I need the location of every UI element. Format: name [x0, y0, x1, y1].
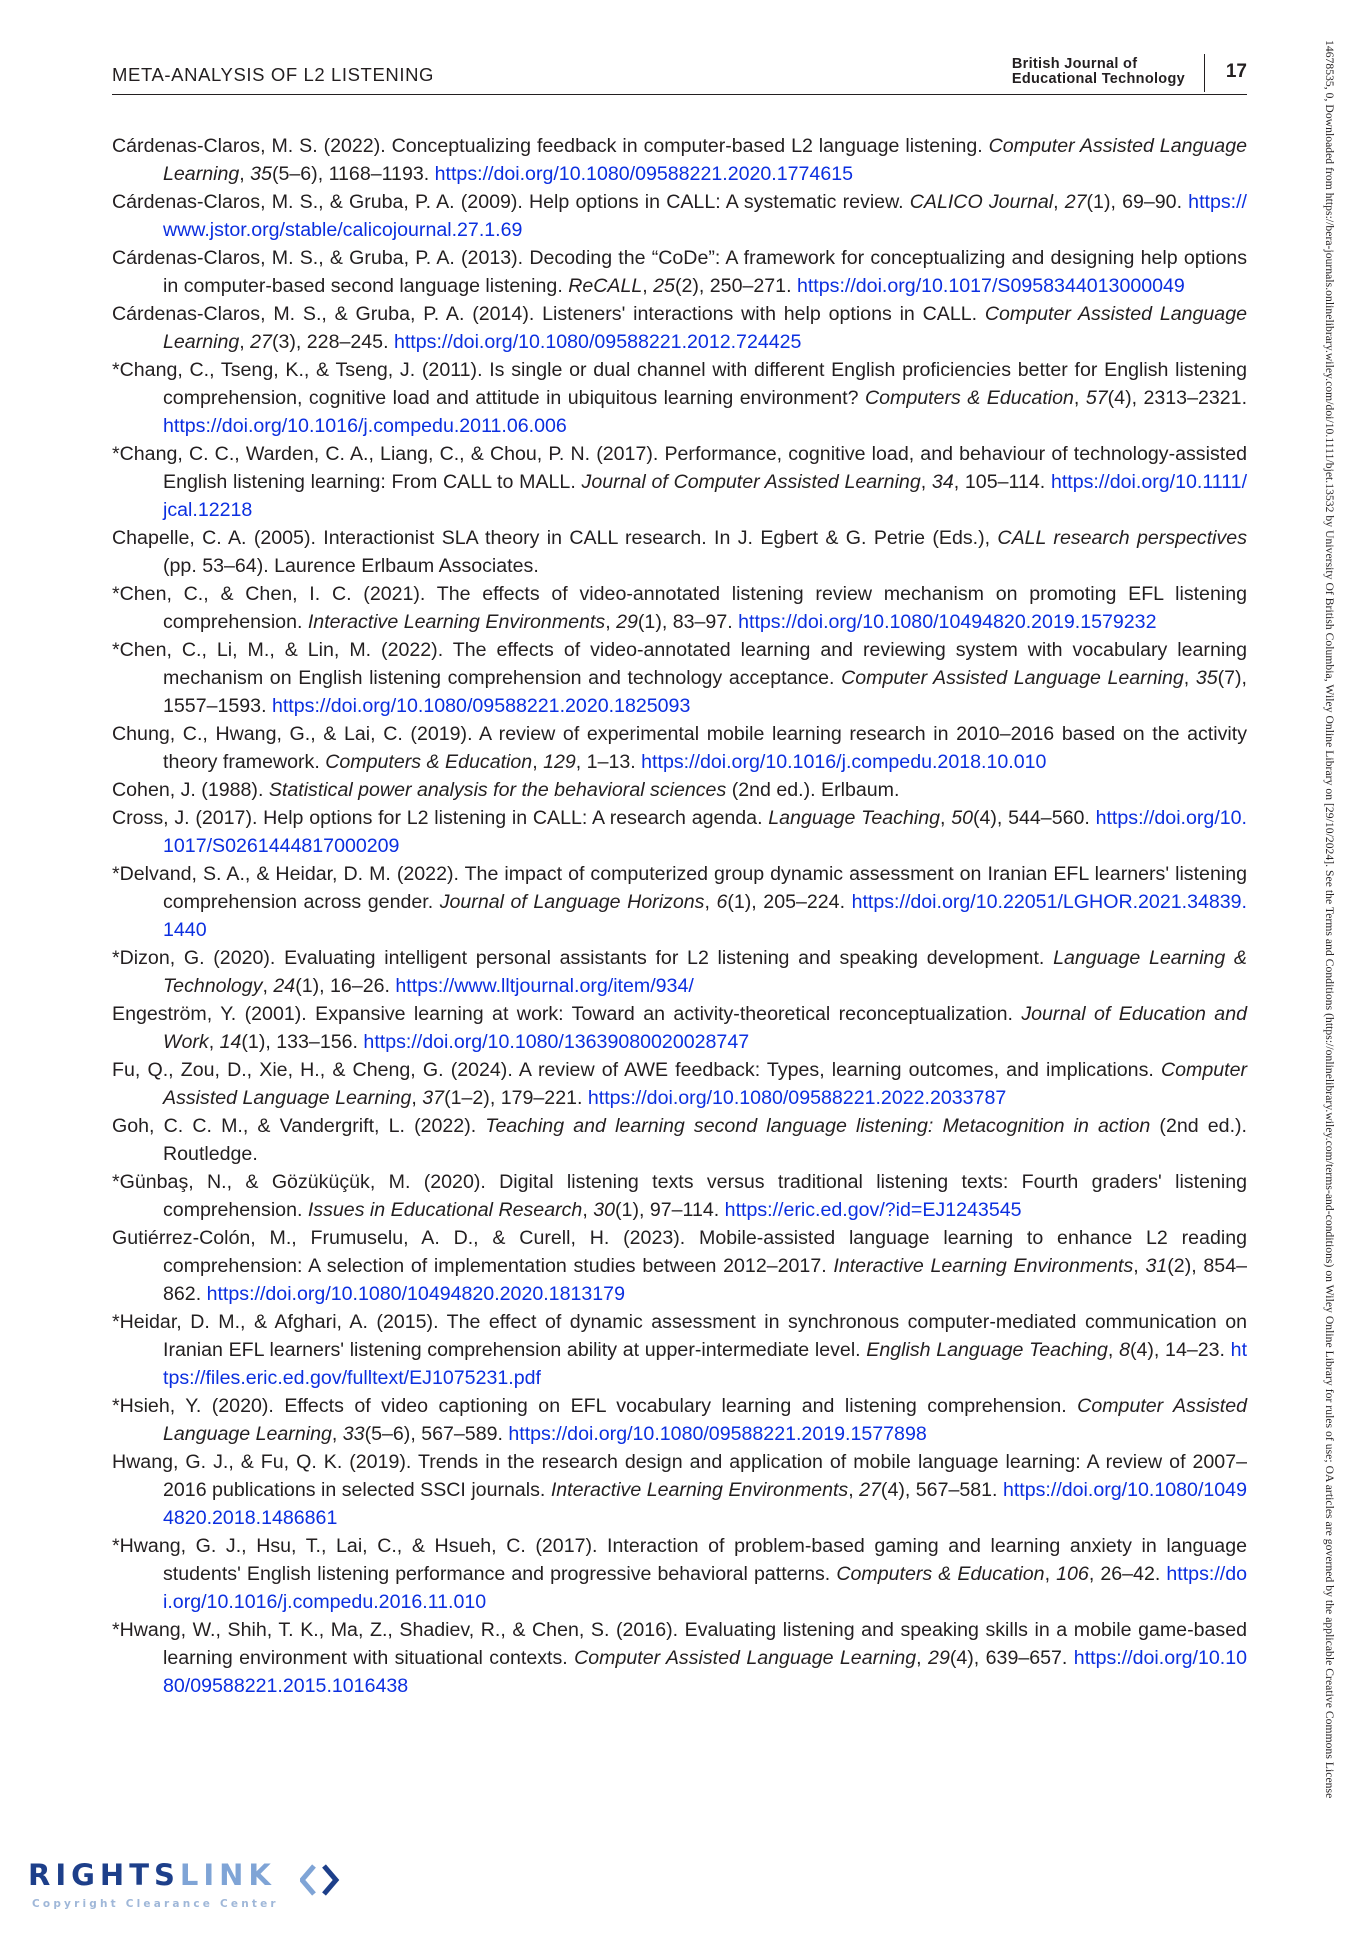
reference-text: (2), 854–862. [163, 1255, 1247, 1305]
reference-entry [112, 188, 1247, 244]
reference-volume: 27 [1064, 191, 1087, 213]
reference-text: , [916, 1647, 929, 1669]
reference-text: (5–6), 567–589. [364, 1423, 509, 1445]
reference-doi-link[interactable]: https://doi.org/10.1080/09588221.2020.1825093 [271, 695, 691, 717]
reference-entry [112, 300, 1247, 356]
reference-volume: 35 [1195, 667, 1218, 689]
reference-source-title: Computer Assisted Language Learning [841, 667, 1184, 689]
reference-doi-link[interactable]: https://doi.org/10.1016/j.compedu.2011.06.006 [163, 415, 567, 437]
reference-entry [112, 440, 1247, 524]
reference-text: , [642, 275, 654, 297]
reference-doi-link[interactable]: https://doi.org/10.1080/10494820.2019.1579232 [738, 611, 1157, 633]
reference-source-title: Computer Assisted Language Learning [163, 303, 1247, 353]
reference-text: , [920, 471, 932, 493]
reference-volume: 129 [543, 751, 576, 773]
reference-text: Engeström, Y. (2001). Expansive learning at work: Toward an activity-theoretical reconceptualization. [112, 1003, 1022, 1025]
reference-text: (1), 205–224. [727, 891, 852, 913]
reference-volume: 27 [250, 331, 272, 353]
reference-text: (7), 1557–1593. [163, 667, 1247, 717]
reference-text: *Günbaş, N., & Gözüküçük, M. (2020). Digital listening texts versus traditional listening texts: Fourth graders' listening comprehension. [112, 1171, 1247, 1221]
reference-entry [112, 1056, 1247, 1112]
reference-text: Cárdenas-Claros, M. S., & Gruba, P. A. (2009). Help options in CALL: A systematic review. [112, 191, 910, 213]
reference-text: , [239, 331, 251, 353]
rightslink-logo [28, 1858, 348, 1918]
reference-text: , [605, 611, 617, 633]
reference-entry [112, 356, 1247, 440]
reference-text: , [704, 891, 717, 913]
reference-source-title: Interactive Learning Environments [307, 611, 606, 633]
reference-text: (1), 16–26. [295, 975, 396, 997]
running-head [112, 56, 1247, 95]
reference-source-title: English Language Teaching [866, 1339, 1108, 1361]
reference-doi-link[interactable]: https://doi.org/10.1017/S0261444817000209 [163, 807, 1247, 857]
reference-entry [112, 720, 1247, 776]
reference-text: , [940, 807, 952, 829]
reference-text: , [411, 1087, 423, 1109]
reference-doi-link[interactable]: https://doi.org/10.1017/S0958344013000049 [796, 275, 1185, 297]
reference-text: , [848, 1479, 860, 1501]
reference-volume: 25 [653, 275, 675, 297]
reference-doi-link[interactable]: https://doi.org/10.22051/LGHOR.2021.34839.1440 [163, 891, 1247, 941]
reference-source-title: Journal of Language Horizons [439, 891, 705, 913]
reference-text: (1), 133–156. [241, 1031, 364, 1053]
reference-entry [112, 1112, 1247, 1168]
reference-volume: 33 [342, 1423, 365, 1445]
reference-text: Hwang, G. J., & Fu, Q. K. (2019). Trends in the research design and application of mobile language learning: A review of 2007–2016 publications in selected SSCI journals. [112, 1451, 1247, 1501]
reference-doi-link[interactable]: https://www.lltjournal.org/item/934/ [395, 975, 694, 997]
reference-volume: 14 [219, 1031, 242, 1053]
reference-volume: 8 [1119, 1339, 1130, 1361]
reference-source-title: ReCALL [568, 275, 643, 297]
reference-text: Chapelle, C. A. (2005). Interactionist SLA theory in CALL research. In J. Egbert & G. Petrie (Eds.), [112, 527, 998, 549]
reference-text: *Chang, C. C., Warden, C. A., Liang, C., & Chou, P. N. (2017). Performance, cognitive load, and behaviour of technology-assisted English listening learning: From CALL to MALL. [112, 443, 1247, 493]
reference-text: (4), 14–23. [1129, 1339, 1231, 1361]
rightslink-arrow-icon [300, 1862, 340, 1898]
reference-entry [112, 524, 1247, 580]
reference-source-title: Interactive Learning Environments [550, 1479, 849, 1501]
reference-source-title: Journal of Computer Assisted Learning [581, 471, 921, 493]
rightslink-tagline: Copyright Clearance Center [32, 1898, 279, 1910]
reference-source-title: Issues in Educational Research [307, 1199, 583, 1221]
reference-entry [112, 1168, 1247, 1224]
reference-text: Cárdenas-Claros, M. S. (2022). Conceptualizing feedback in computer-based L2 language listening. [112, 135, 989, 157]
reference-entry [112, 804, 1247, 860]
reference-volume: 50 [951, 807, 973, 829]
reference-text: *Hsieh, Y. (2020). Effects of video captioning on EFL vocabulary learning and listening comprehension. [112, 1395, 1078, 1417]
reference-volume: 24 [273, 975, 296, 997]
rightslink-wordmark [28, 1858, 276, 1892]
reference-entry [112, 636, 1247, 720]
reference-source-title: Language Learning & Technology [163, 947, 1247, 997]
header-divider [1204, 54, 1206, 92]
reference-text: Fu, Q., Zou, D., Xie, H., & Cheng, G. (2024). A review of AWE feedback: Types, learning outcomes, and implications. [112, 1059, 1161, 1081]
reference-volume: 6 [716, 891, 728, 913]
reference-text: , [239, 163, 251, 185]
reference-text: *Chen, C., & Chen, I. C. (2021). The effects of video-annotated listening review mechanism on promoting EFL listening comprehension. [112, 583, 1247, 633]
reference-text: , [1183, 667, 1196, 689]
reference-doi-link[interactable]: https://doi.org/10.1080/09588221.2019.1577898 [508, 1423, 927, 1445]
reference-volume: 37 [422, 1087, 445, 1109]
reference-source-title: Language Teaching [768, 807, 940, 829]
reference-text: , [1044, 1563, 1057, 1585]
reference-text: , 1–13. [575, 751, 642, 773]
reference-text: , 105–114. [953, 471, 1051, 493]
reference-source-title: Computers & Education [864, 387, 1074, 409]
reference-text: (4), 2313–2321. [1107, 387, 1248, 409]
reference-entry [112, 132, 1247, 188]
reference-entry [112, 944, 1247, 1000]
reference-volume: 27 [859, 1479, 881, 1501]
reference-doi-link[interactable]: https://files.eric.ed.gov/fulltext/EJ1075231.pdf [163, 1339, 1248, 1389]
reference-source-title: Journal of Education and Work [163, 1003, 1247, 1053]
reference-entry [112, 1308, 1247, 1392]
reference-text: Goh, C. C. M., & Vandergrift, L. (2022). [112, 1115, 486, 1137]
reference-text: (2nd ed.). Erlbaum. [726, 779, 900, 801]
reference-doi-link[interactable]: https://eric.ed.gov/?id=EJ1243545 [724, 1199, 1022, 1221]
reference-text: *Chang, C., Tseng, K., & Tseng, J. (2011). Is single or dual channel with different English proficiencies better for English listening comprehension, cognitive load and attitude in ubiquitous learning environment? [112, 359, 1247, 409]
reference-text: *Hwang, W., Shih, T. K., Ma, Z., Shadiev, R., & Chen, S. (2016). Evaluating listening and speaking skills in a mobile game-based learning environment with situational contexts. [112, 1619, 1247, 1669]
reference-text: *Delvand, S. A., & Heidar, D. M. (2022). The impact of computerized group dynamic assessment on Iranian EFL learners' listening comprehension across gender. [112, 863, 1247, 913]
reference-text: Cross, J. (2017). Help options for L2 listening in CALL: A research agenda. [112, 807, 769, 829]
reference-text: *Dizon, G. (2020). Evaluating intelligent personal assistants for L2 listening and speaking development. [112, 947, 1054, 969]
reference-doi-link[interactable]: https://doi.org/10.1016/j.compedu.2018.10.010 [641, 751, 1047, 773]
reference-text: , [1073, 387, 1086, 409]
reference-volume: 29 [928, 1647, 950, 1669]
reference-list [112, 132, 1247, 1700]
reference-text: , [582, 1199, 594, 1221]
reference-entry [112, 1532, 1247, 1616]
reference-text: (3), 228–245. [271, 331, 394, 353]
reference-text: , 26–42. [1088, 1563, 1167, 1585]
reference-source-title: Computer Assisted Language Learning [163, 1059, 1247, 1109]
reference-text: Cárdenas-Claros, M. S., & Gruba, P. A. (2014). Listeners' interactions with help options in CALL. [112, 303, 985, 325]
reference-volume: 34 [931, 471, 954, 493]
reference-text: (5–6), 1168–1193. [271, 163, 435, 185]
reference-text: , [1133, 1255, 1146, 1277]
reference-text: (2nd ed.). Routledge. [163, 1115, 1247, 1165]
reference-source-title: Computers & Education [325, 751, 533, 773]
reference-text: , [208, 1031, 220, 1053]
reference-entry [112, 1448, 1247, 1532]
reference-entry [112, 776, 1247, 804]
reference-text: (1), 97–114. [615, 1199, 725, 1221]
rightslink-word-dark: RIGHTS [28, 1858, 180, 1892]
reference-source-title: Computer Assisted Language Learning [163, 135, 1247, 185]
reference-text: , [262, 975, 274, 997]
reference-text: Cohen, J. (1988). [112, 779, 269, 801]
reference-volume: 30 [593, 1199, 616, 1221]
running-title: META-ANALYSIS OF L2 LISTENING [112, 64, 435, 85]
reference-doi-link[interactable]: https://www.jstor.org/stable/calicojournal.27.1.69 [163, 191, 1247, 241]
reference-text: , [1053, 191, 1065, 213]
download-notice-text: 14678535, 0, Downloaded from https://bera-journals.onlinelibrary.wiley.com/doi/10.1111/bjet.13532 by University Of British Columbia, Wiley Online Library on [29/10/2024]. See the Terms and Conditions (https://onlinelibrary.wiley.com/terms-and-conditions) on Wiley Online Library for rules of use; OA articles are governed by the applicable Creative Commons License [1323, 40, 1336, 1799]
reference-entry [112, 244, 1247, 300]
reference-volume: 106 [1056, 1563, 1089, 1585]
reference-volume: 31 [1145, 1255, 1168, 1277]
download-notice [1322, 40, 1338, 1900]
reference-entry [112, 1616, 1247, 1700]
reference-entry [112, 1224, 1247, 1308]
journal-name-line-1: British Journal of [1011, 56, 1138, 72]
reference-volume: 57 [1085, 387, 1108, 409]
reference-text: *Chen, C., Li, M., & Lin, M. (2022). The effects of video-annotated learning and reviewing system with vocabulary learning mechanism on English listening comprehension and technology acceptance. [112, 639, 1247, 689]
reference-text: (pp. 53–64). Laurence Erlbaum Associates. [163, 555, 539, 577]
page-number: 17 [1225, 61, 1247, 82]
reference-entry [112, 580, 1247, 636]
reference-entry [112, 1000, 1247, 1056]
reference-source-title: Computers & Education [836, 1563, 1045, 1585]
reference-text: (1–2), 179–221. [444, 1087, 588, 1109]
reference-doi-link[interactable]: https://doi.org/10.1111/jcal.12218 [163, 471, 1248, 521]
reference-text: (4), 544–560. [972, 807, 1096, 829]
reference-text: *Hwang, G. J., Hsu, T., Lai, C., & Hsueh, C. (2017). Interaction of problem-based gaming and learning anxiety in language students' English listening performance and progressive behavioral patterns. [112, 1535, 1247, 1585]
reference-text: *Heidar, D. M., & Afghari, A. (2015). The effect of dynamic assessment in synchronous computer-mediated communication on Iranian EFL learners' listening comprehension ability at upper-intermediate level. [112, 1311, 1247, 1361]
reference-doi-link[interactable]: https://doi.org/10.1080/09588221.2012.724425 [393, 331, 802, 353]
reference-source-title: Computer Assisted Language Learning [163, 1395, 1248, 1445]
reference-source-title: Teaching and learning second language listening: Metacognition in action [485, 1115, 1151, 1137]
reference-text: Gutiérrez-Colón, M., Frumuselu, A. D., & Curell, H. (2023). Mobile-assisted language learning to enhance L2 reading comprehension: A selection of implementation studies between 2012–2017. [112, 1227, 1247, 1277]
reference-source-title: CALL research perspectives [997, 527, 1247, 549]
reference-text: (1), 83–97. [637, 611, 739, 633]
reference-text: Chung, C., Hwang, G., & Lai, C. (2019). A review of experimental mobile learning research in 2010–2016 based on the activity theory framework. [112, 723, 1247, 773]
reference-entry [112, 1392, 1247, 1448]
reference-volume: 35 [250, 163, 272, 185]
journal-name-line-2: Educational Technology [1011, 71, 1185, 87]
reference-text: , [1107, 1339, 1120, 1361]
reference-doi-link[interactable]: https://doi.org/10.1080/09588221.2015.1016438 [163, 1647, 1247, 1697]
reference-doi-link[interactable]: https://doi.org/10.1080/09588221.2022.2033787 [587, 1087, 1007, 1109]
reference-text: (2), 250–271. [674, 275, 797, 297]
reference-source-title: Interactive Learning Environments [833, 1255, 1134, 1277]
reference-text: (4), 639–657. [949, 1647, 1074, 1669]
reference-doi-link[interactable]: https://doi.org/10.1080/09588221.2020.1774615 [434, 163, 854, 185]
reference-doi-link[interactable]: https://doi.org/10.1080/10494820.2018.1486861 [163, 1479, 1247, 1529]
journal-name [1012, 57, 1185, 87]
reference-doi-link[interactable]: https://doi.org/10.1016/j.compedu.2016.11.010 [163, 1563, 1247, 1613]
reference-doi-link[interactable]: https://doi.org/10.1080/10494820.2020.1813179 [206, 1283, 625, 1305]
rightslink-word-light: LINK [179, 1858, 276, 1892]
reference-source-title: Computer Assisted Language Learning [574, 1647, 917, 1669]
reference-doi-link[interactable]: https://doi.org/10.1080/13639080020028747 [363, 1031, 750, 1053]
reference-text: (4), 567–581. [880, 1479, 1003, 1501]
reference-text: (1), 69–90. [1086, 191, 1189, 213]
reference-text: Cárdenas-Claros, M. S., & Gruba, P. A. (2013). Decoding the “CoDe”: A framework for conceptualizing and designing help options in computer-based second language listening. [112, 247, 1247, 297]
reference-source-title: CALICO Journal [909, 191, 1054, 213]
reference-entry [112, 860, 1247, 944]
reference-text: , [331, 1423, 343, 1445]
reference-text: , [532, 751, 544, 773]
reference-source-title: Statistical power analysis for the behavioral sciences [268, 779, 727, 801]
reference-volume: 29 [616, 611, 638, 633]
